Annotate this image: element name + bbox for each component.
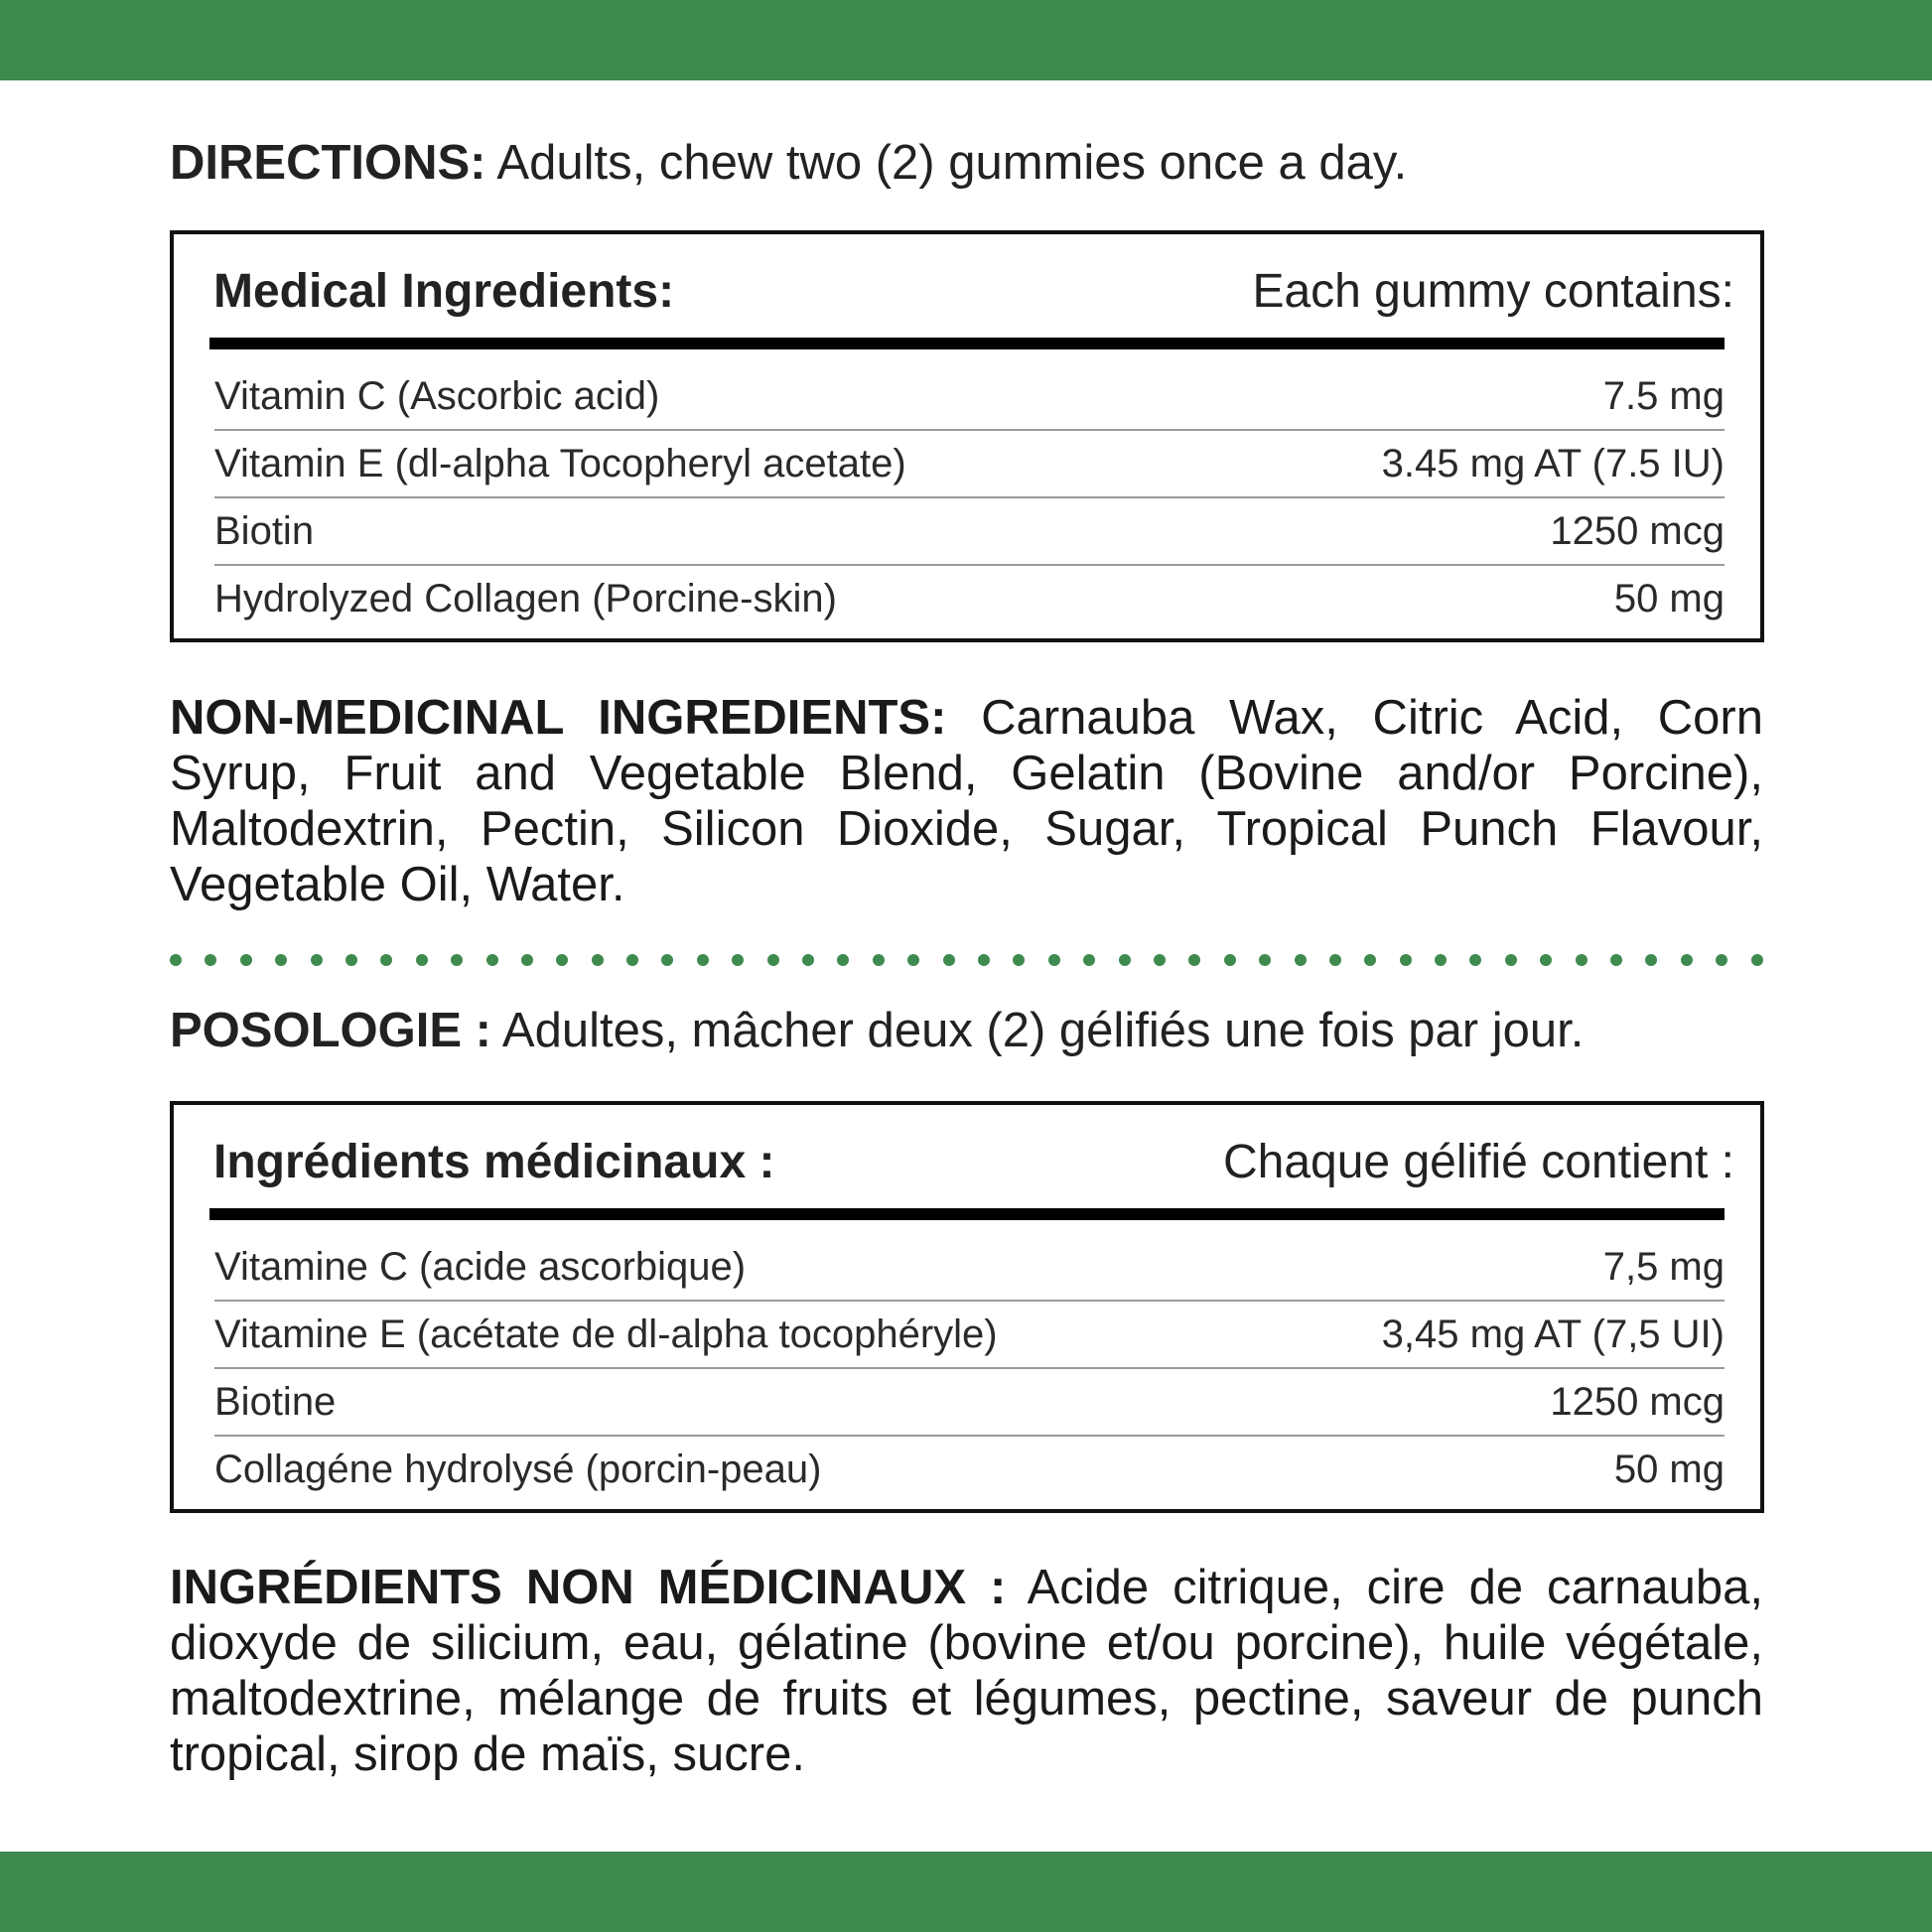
table-row	[214, 1435, 1725, 1502]
ingredient-name: Vitamine E (acétate de dl-alpha tocophéryle)	[214, 1312, 998, 1356]
table-row	[214, 564, 1725, 631]
table-row	[214, 429, 1725, 496]
ingredient-name: Biotin	[214, 509, 315, 553]
divider-dot	[380, 954, 392, 966]
posologie-label: POSOLOGIE :	[170, 1004, 491, 1057]
divider-dot	[521, 954, 533, 966]
ingredient-amount: 50 mg	[1613, 577, 1725, 621]
divider-dot	[661, 954, 673, 966]
table-header	[213, 262, 1734, 322]
directions-label: DIRECTIONS:	[170, 136, 486, 190]
divider-dot	[1576, 954, 1587, 966]
header-rule	[209, 338, 1725, 349]
ingredient-amount: 3,45 mg AT (7,5 UI)	[1381, 1312, 1725, 1356]
dotted-divider	[170, 953, 1763, 967]
non-medicinal-ingredients-en	[170, 690, 1763, 912]
divider-dot	[1083, 954, 1095, 966]
table-row	[214, 1234, 1725, 1300]
ingredient-rows	[214, 363, 1725, 631]
bottom-green-band	[0, 1852, 1932, 1932]
ingredient-name: Vitamin C (Ascorbic acid)	[214, 374, 660, 418]
divider-dot	[1048, 954, 1060, 966]
ingredient-amount: 1250 mcg	[1550, 509, 1725, 553]
divider-dot	[732, 954, 744, 966]
table-row	[214, 363, 1725, 429]
divider-dot	[1013, 954, 1025, 966]
divider-dot	[416, 954, 428, 966]
ingredient-amount: 50 mg	[1613, 1448, 1725, 1491]
non-medicinal-text: Carnauba Wax, Citric Acid, Corn Syrup, Fruit and Vegetable Blend, Gelatin (Bovine and/or Porcine), Maltodextrin, Pectin, Silicon Dioxide, Sugar, Tropical Punch Flavour, Vegetable Oil, Water.	[170, 691, 1763, 911]
medical-ingredients-table-fr	[170, 1101, 1764, 1513]
divider-dot	[311, 954, 323, 966]
divider-dot	[170, 954, 182, 966]
divider-dot	[1295, 954, 1307, 966]
divider-dot	[205, 954, 216, 966]
ingredient-amount: 3.45 mg AT (7.5 IU)	[1381, 442, 1725, 485]
divider-dot	[345, 954, 357, 966]
divider-dot	[1610, 954, 1622, 966]
divider-dot	[1259, 954, 1271, 966]
header-rule	[209, 1208, 1725, 1220]
divider-dot	[767, 954, 779, 966]
divider-dot	[837, 954, 849, 966]
non-medicinal-ingredients-fr	[170, 1560, 1763, 1782]
ingredient-name: Hydrolyzed Collagen (Porcine-skin)	[214, 577, 837, 621]
divider-dot	[1751, 954, 1763, 966]
divider-dot	[1329, 954, 1341, 966]
divider-dot	[873, 954, 885, 966]
ingredient-rows	[214, 1234, 1725, 1502]
medical-ingredients-table-en	[170, 230, 1764, 642]
divider-dot	[1645, 954, 1657, 966]
table-subheading: Each gummy contains:	[1252, 265, 1734, 318]
non-medicinal-label: INGRÉDIENTS NON MÉDICINAUX :	[170, 1561, 1007, 1614]
ingredient-name: Biotine	[214, 1380, 337, 1424]
divider-dot	[1119, 954, 1131, 966]
table-row	[214, 1367, 1725, 1435]
top-green-band	[0, 0, 1932, 80]
table-row	[214, 496, 1725, 564]
divider-dot	[1224, 954, 1236, 966]
divider-dot	[802, 954, 814, 966]
ingredient-name: Vitamin E (dl-alpha Tocopheryl acetate)	[214, 442, 906, 485]
table-heading: Medical Ingredients:	[213, 265, 675, 318]
table-subheading: Chaque gélifié contient :	[1222, 1136, 1734, 1188]
divider-dot	[556, 954, 568, 966]
posologie-text: Adultes, mâcher deux (2) gélifiés une fois par jour.	[490, 1004, 1585, 1057]
table-header	[213, 1133, 1734, 1192]
ingredient-name: Vitamine C (acide ascorbique)	[214, 1245, 747, 1289]
divider-dot	[275, 954, 287, 966]
divider-dot	[240, 954, 252, 966]
ingredient-name: Collagéne hydrolysé (porcin-peau)	[214, 1448, 822, 1491]
ingredient-amount: 1250 mcg	[1550, 1380, 1725, 1424]
divider-dot	[486, 954, 498, 966]
table-row	[214, 1300, 1725, 1367]
divider-dot	[626, 954, 638, 966]
divider-dot	[592, 954, 604, 966]
directions-text: Adults, chew two (2) gummies once a day.	[485, 136, 1408, 190]
non-medicinal-label: NON-MEDICINAL INGREDIENTS:	[170, 691, 947, 745]
ingredient-amount: 7,5 mg	[1602, 1245, 1725, 1289]
divider-dot	[1505, 954, 1517, 966]
table-heading: Ingrédients médicinaux :	[213, 1136, 775, 1188]
divider-dot	[451, 954, 463, 966]
divider-dot	[1716, 954, 1727, 966]
divider-dot	[943, 954, 955, 966]
divider-dot	[907, 954, 919, 966]
divider-dot	[1188, 954, 1200, 966]
divider-dot	[978, 954, 990, 966]
divider-dot	[1154, 954, 1166, 966]
divider-dot	[1435, 954, 1447, 966]
divider-dot	[1469, 954, 1481, 966]
directions-en	[170, 133, 1763, 193]
divider-dot	[1540, 954, 1552, 966]
directions-fr	[170, 1001, 1763, 1060]
divider-dot	[1364, 954, 1376, 966]
ingredient-amount: 7.5 mg	[1602, 374, 1725, 418]
divider-dot	[1681, 954, 1693, 966]
non-medicinal-text: Acide citrique, cire de carnauba, dioxyde de silicium, eau, gélatine (bovine et/ou porcine), huile végétale, maltodextrine, mélange de fruits et légumes, pectine, saveur de punch tropical, sirop de maïs, sucre.	[170, 1561, 1763, 1781]
divider-dot	[697, 954, 709, 966]
divider-dot	[1400, 954, 1412, 966]
